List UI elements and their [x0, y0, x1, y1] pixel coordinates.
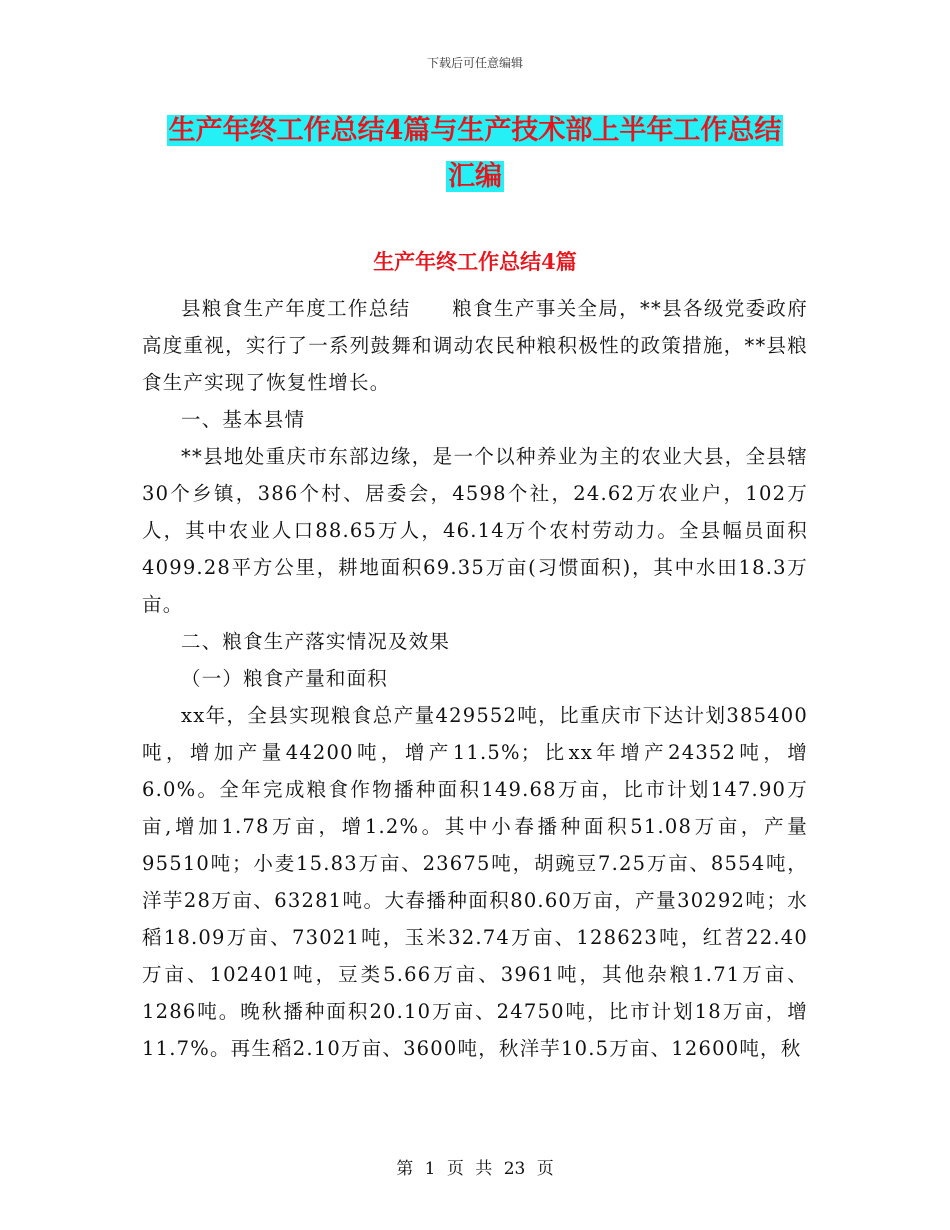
- page-number-footer: 第 1 页 共 23 页: [396, 1159, 554, 1179]
- document-title-line-2: 汇编: [448, 161, 502, 192]
- paragraph-intro: 县粮食生产年度工作总结 粮食生产事关全局，**县各级党委政府高度重视，实行了一系列鼓舞和调动农民种粮积极性的政策措施，**县粮食生产实现了恢复性增长。: [142, 297, 808, 394]
- heading-basic-county-info: 一、基本县情: [181, 408, 306, 431]
- subheading-yield-area: （一）粮食产量和面积: [181, 667, 389, 690]
- header-note: 下载后可任意编辑: [426, 56, 523, 70]
- heading-grain-production: 二、粮食生产落实情况及效果: [181, 630, 451, 653]
- section-title: 生产年终工作总结4篇: [373, 249, 577, 274]
- paragraph-yield-area: xx年，全县实现粮食总产量429552吨，比重庆市下达计划385400吨，增加产量44200吨，增产11.5%；比xx年增产24352吨，增6.0%。全年完成粮食作物播种面积149.68万亩，比市计划147.90万亩,增加1.78万亩，增1.2%。其中小春播种面积51.08万亩，产量95510吨；小麦15.83万亩、23675吨，胡豌豆7.25万亩、8554吨，洋芋28万亩、63281吨。大春播种面积80.60万亩，产量30292吨；水稻18.09万亩、73021吨，玉米32.74万亩、128623吨，红苕22.40万亩、102401吨，豆类5.66万亩、3961吨，其他杂粮1.71万亩、1286吨。晚秋播种面积20.10万亩、24750吨，比市计划18万亩，增11.7%。再生稻2.10万亩、3600吨，秋洋芋10.5万亩、12600吨，秋: [142, 704, 808, 1060]
- document-title-line-1: 生产年终工作总结4篇与生产技术部上半年工作总结: [168, 115, 782, 146]
- paragraph-county-info: **县地处重庆市东部边缘，是一个以种养业为主的农业大县，全县辖30个乡镇，386个村、居委会，4598个社，24.62万农业户，102万人，其中农业人口88.65万人，46.14万个农村劳动力。全县幅员面积4099.28平方公里，耕地面积69.35万亩(习惯面积)，其中水田18.3万亩。: [142, 445, 808, 616]
- document-title: [140, 108, 810, 200]
- body-text: [142, 290, 808, 1067]
